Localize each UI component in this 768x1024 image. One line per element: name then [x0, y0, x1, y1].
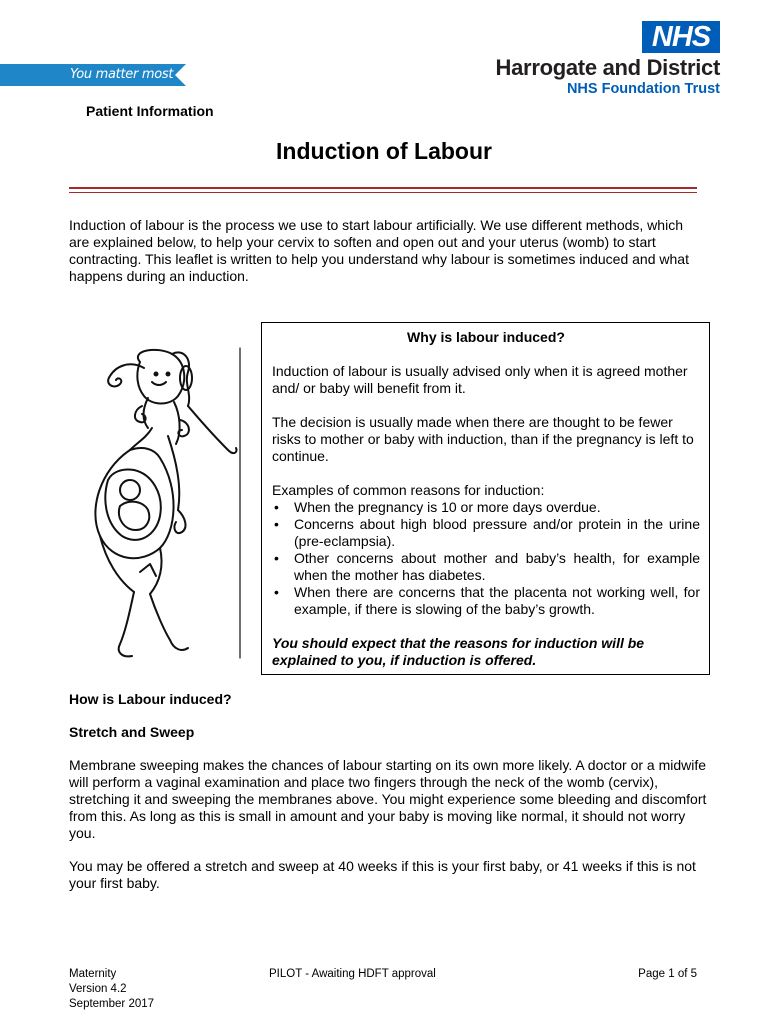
why-labour-induced-box	[261, 322, 710, 675]
intro-paragraph: Induction of labour is the process we use to start labour artificially. We use different methods, which are explained below, to help your cervix to soften and open out and your uterus (womb) to start contracting. This leaflet is written to help you understand why labour is sometimes induced and what happens during an induction.	[69, 217, 689, 284]
why-box-heading: Why is labour induced?	[407, 329, 565, 345]
banner-text: You matter most	[70, 67, 174, 82]
why-box-paragraph-2: The decision is usually made when there are thought to be fewer risks to mother or baby with induction, than if the pregnancy is left to continue.	[272, 414, 694, 464]
footer-department: Maternity	[69, 968, 117, 980]
you-matter-most-banner	[0, 64, 186, 86]
list-item: • Concerns about high blood pressure and/or protein in the urine (pre-eclampsia).	[272, 516, 700, 550]
how-labour-induced-heading: How is Labour induced?	[69, 691, 232, 707]
page-title: Induction of Labour	[276, 138, 492, 164]
nhs-logo: NHS	[642, 21, 720, 53]
footer-left	[69, 967, 154, 1012]
list-item: • Other concerns about mother and baby’s health, for example when the mother has diabetes.	[272, 550, 700, 584]
trust-name: Harrogate and District	[495, 55, 720, 80]
footer-status: PILOT - Awaiting HDFT approval	[269, 968, 436, 980]
why-box-examples-intro: Examples of common reasons for induction:	[272, 482, 545, 498]
pregnant-woman-illustration-icon	[60, 340, 250, 670]
reasons-list	[272, 499, 700, 618]
title-divider-top	[69, 187, 697, 189]
list-item: • When the pregnancy is 10 or more days overdue.	[272, 499, 700, 516]
footer-page-number: Page 1 of 5	[638, 968, 697, 980]
patient-information-label: Patient Information	[86, 103, 214, 119]
list-item: • When there are concerns that the placenta not working well, for example, if there is slowing of the baby’s growth.	[272, 584, 700, 618]
title-divider-bottom	[69, 192, 697, 193]
footer-version: Version 4.2	[69, 983, 127, 995]
stretch-and-sweep-heading: Stretch and Sweep	[69, 724, 195, 740]
why-box-paragraph-1: Induction of labour is usually advised only when it is agreed mother and/ or baby will benefit from it.	[272, 363, 688, 396]
footer-date: September 2017	[69, 998, 155, 1010]
trust-subtitle: NHS Foundation Trust	[566, 81, 720, 97]
stretch-sweep-timing-paragraph: You may be offered a stretch and sweep at 40 weeks if this is your first baby, or 41 weeks if this is not your first baby.	[69, 858, 696, 891]
why-box-note: You should expect that the reasons for induction will be explained to you, if induction is offered.	[272, 635, 645, 668]
stretch-sweep-paragraph: Membrane sweeping makes the chances of labour starting on its own more likely. A doctor or a midwife will perform a vaginal examination and place two fingers through the neck of the womb (cervix), stretching it and sweeping the membranes above. You might experience some bleeding and discomfort from this. As long as this is small in amount and your baby is moving like normal, it should not worry you.	[69, 757, 707, 841]
